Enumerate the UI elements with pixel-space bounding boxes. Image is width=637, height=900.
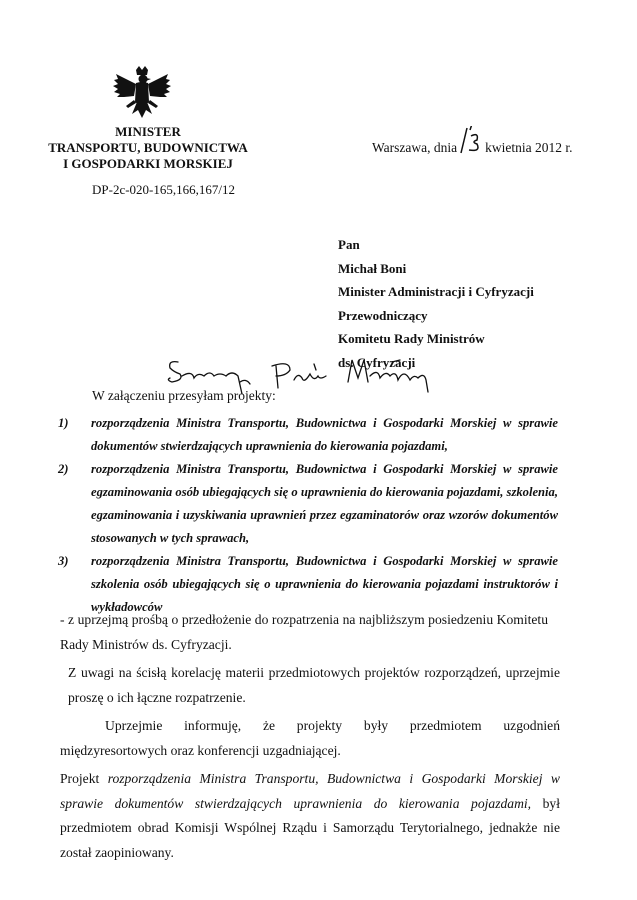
paragraph: Z uwagi na ścisłą korelację materii przedmiotowych projektów rozporządzeń, uprzejmie proszę o ich łączne rozpatrzenie. [68,665,560,705]
sender-letterhead [30,124,266,172]
letterhead-line-3: I GOSPODARKI MORSKIEJ [63,156,233,171]
list-item-text: rozporządzenia Ministra Transportu, Budownictwa i Gospodarki Morskiej w sprawie szkolenia osób ubiegających się o uprawnienia do kierowania pojazdami instruktorów i wykładowców [91,554,558,614]
addressee-line: Pan [338,237,360,252]
addressee-line: Michał Boni [338,260,407,276]
letterhead-line-2: TRANSPORTU, BUDOWNICTWA [48,140,248,155]
paragraph: - z uprzejmą prośbą o przedłożenie do rozpatrzenia na najbliższym posiedzeniu Komitetu Rady Ministrów ds. Cyfryzacji. [60,612,548,652]
intro-text: W załączeniu przesyłam projekty: [92,388,276,403]
handwritten-day-icon [457,132,485,160]
list-item [58,412,558,458]
date-prefix: Warszawa, dnia [372,140,458,155]
paragraph: Uprzejmie informuję, że projekty były przedmiotem uzgodnień międzyresortowych oraz konferencji uzgadniającej. [60,718,560,758]
letter-body [60,608,560,865]
paragraph-italic-text: rozporządzenia Ministra Transportu, Budownictwa i Gospodarki Morskiej w sprawie dokumentów stwierdzających uprawnienia do kierowania pojazdami, [60,771,560,811]
projects-list [58,412,558,619]
list-item-text: rozporządzenia Ministra Transportu, Budownictwa i Gospodarki Morskiej w sprawie egzaminowania osób ubiegających się o uprawnienia do kierowania pojazdami, szkolenia, egzaminowania i uzyskiwania uprawnień przez egzaminatorów oraz wzorów dokumentów stosowanych w tych sprawach, [91,462,558,545]
eagle-emblem-icon [112,66,172,124]
reference-number: DP-2c-020-165,166,167/12 [92,182,235,197]
addressee-line: Komitetu Rady Ministrów [338,331,485,346]
list-item-number: 2) [58,462,69,476]
letter-date [372,132,573,160]
paragraph [60,767,560,865]
list-item-text: rozporządzenia Ministra Transportu, Budownictwa i Gospodarki Morskiej w sprawie dokumentów stwierdzających uprawnienia do kierowania pojazdami, [91,416,558,453]
letterhead-line-1: MINISTER [115,124,181,139]
date-suffix: kwietnia 2012 r. [485,140,573,155]
paragraph-text: Projekt [60,771,108,786]
list-item-number: 1) [58,416,69,430]
addressee-line: Minister Administracji i Cyfryzacji [338,284,534,299]
list-item-number: 3) [58,554,69,568]
addressee-block [338,233,534,374]
addressee-line: ds. Cyfryzacji [338,354,416,370]
paragraph-text: był przedmiotem obrad Komisji Wspólnej Rządu i Samorządu Terytorialnego, jednakże nie został zaopiniowany. [60,795,560,860]
list-item [58,458,558,550]
addressee-line: Przewodniczący [338,307,428,323]
